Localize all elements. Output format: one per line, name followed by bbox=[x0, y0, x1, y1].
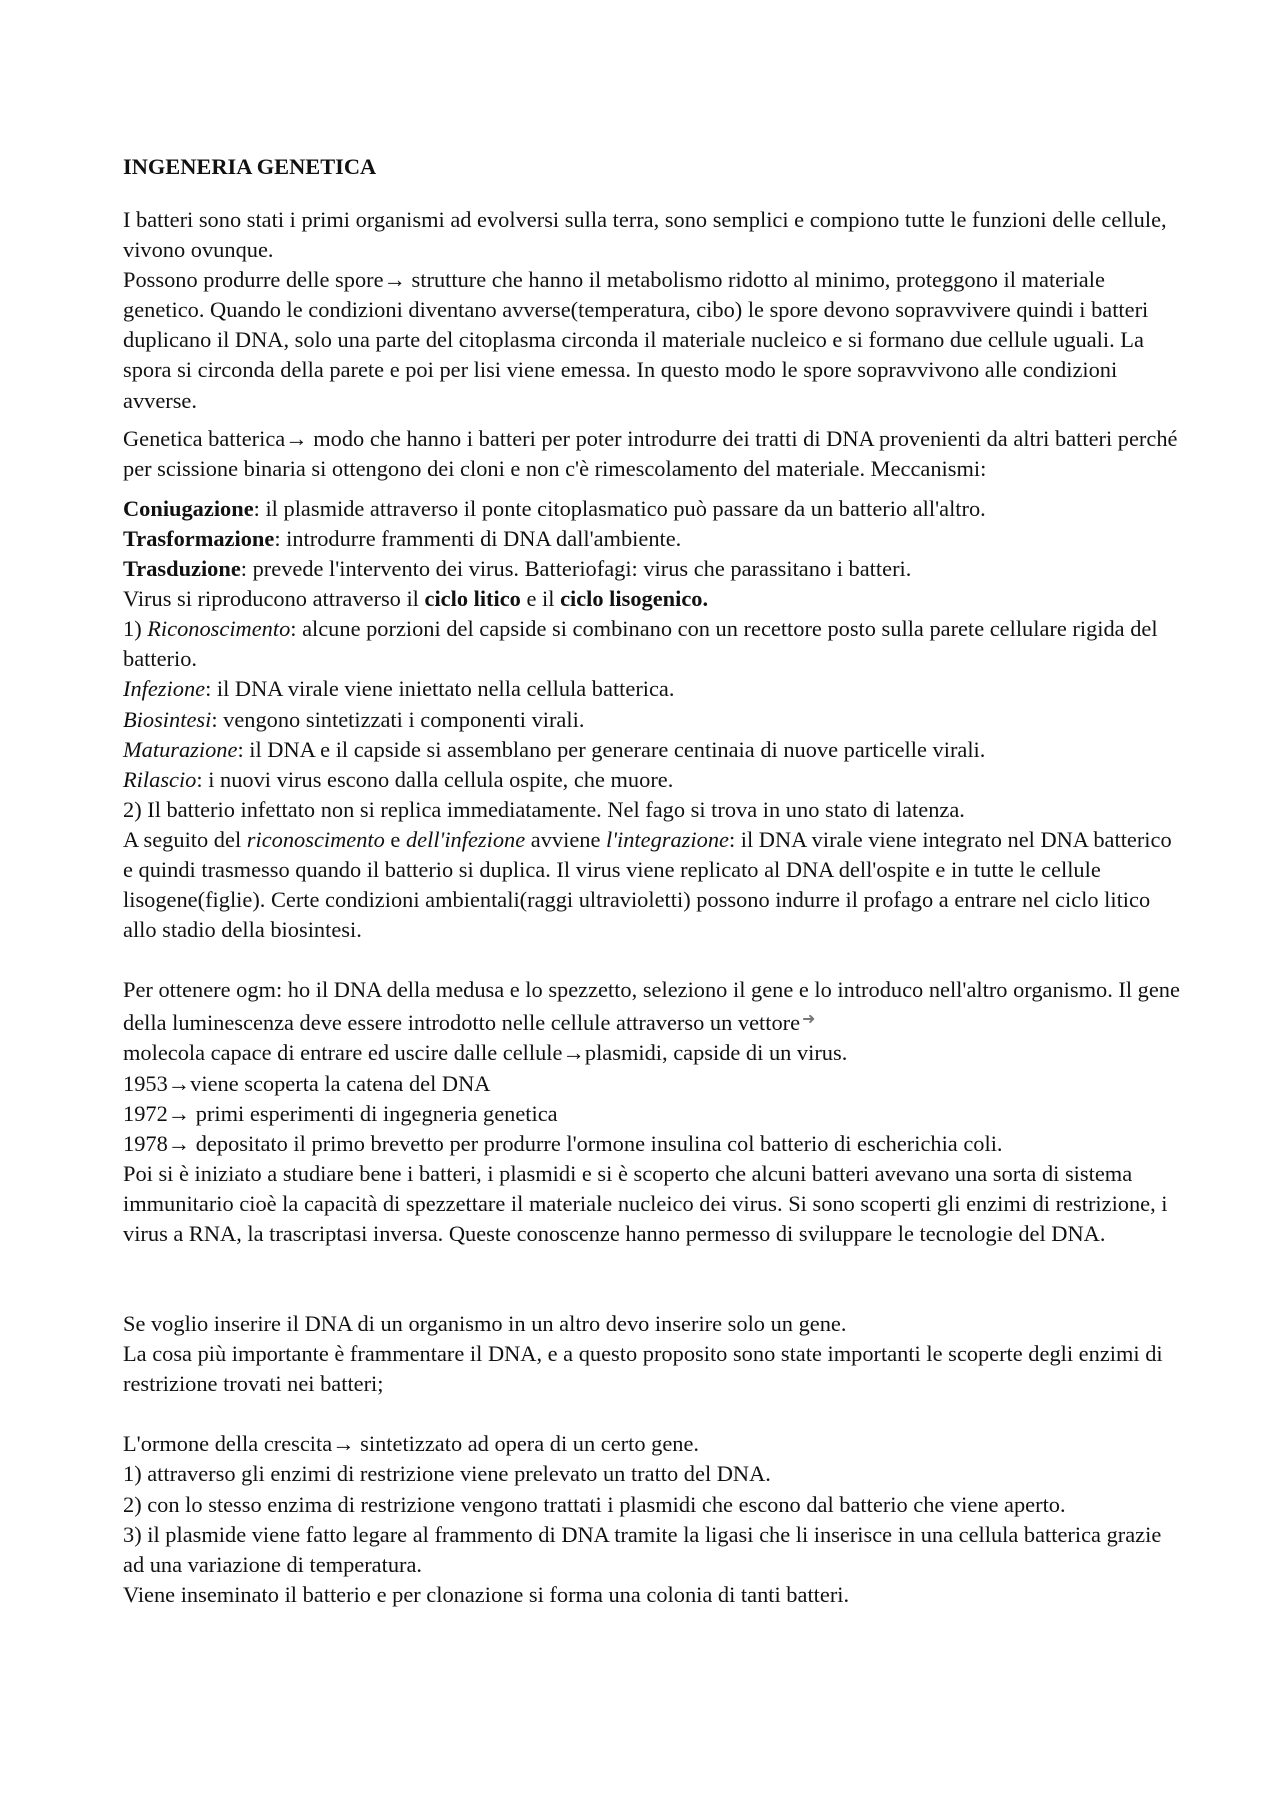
ormone-step-3: 3) il plasmide viene fatto legare al frammento di DNA tramite la ligasi che li inserisce in una cellula batterica grazie ad una variazione di temperatura. bbox=[123, 1521, 1162, 1577]
latenza-step: 2) Il batterio infettato non si replica immediatamente. Nel fago si trova in uno stato di latenza. bbox=[123, 796, 965, 822]
right-arrow-icon: → bbox=[167, 1100, 191, 1126]
intro-paragraph-1: I batteri sono stati i primi organismi ad evolversi sulla terra, sono semplici e compiono tutte le funzioni delle cellule, vivono ovunque. bbox=[123, 207, 1167, 263]
document-body bbox=[123, 152, 1183, 1610]
ormone-step-1: 1) attraverso gli enzimi di restrizione viene prelevato un tratto del DNA. bbox=[123, 1461, 771, 1487]
ormone-heading-line: L'ormone della crescita→ sintetizzato ad opera di un certo gene. bbox=[123, 1429, 1183, 1459]
small-right-arrow-icon: ➜ bbox=[802, 1011, 816, 1029]
right-arrow-icon: → bbox=[167, 1070, 191, 1096]
ormone-section bbox=[123, 1429, 1183, 1610]
maturazione-step: Maturazione: il DNA e il capside si assemblano per generare centinaia di nuove particelle virali. bbox=[123, 736, 986, 762]
genetica-batterica-paragraph: Genetica batterica→ modo che hanno i batteri per poter introdurre dei tratti di DNA provenienti da altri batteri perché per scissione binaria si ottengono dei cloni e non c'è rimescolamento del materiale. Meccanismi: bbox=[123, 425, 1178, 481]
rilascio-step: Rilascio: i nuovi virus escono dalla cellula ospite, che muore. bbox=[123, 766, 674, 792]
intro-paragraph-2: Possono produrre delle spore→ strutture che hanno il metabolismo ridotto al minimo, proteggono il materiale genetico. Quando le condizioni diventano avverse(temperatura, cibo) le spore devono sopravvivere quindi i batteri duplicano il DNA, solo una parte del citoplasma circonda il materiale nucleico e si formano due cellule uguali. La spora si circonda della parete e poi per lisi viene emessa. In questo modo le spore sopravvivono alle condizioni avverse. bbox=[123, 267, 1149, 413]
inserire-line-1: Se voglio inserire il DNA di un organismo in un altro devo inserire solo un gene. bbox=[123, 1311, 847, 1337]
document-title: INGENERIA GENETICA bbox=[123, 154, 377, 179]
mechanisms-section bbox=[123, 494, 1183, 945]
timeline-1978: 1978→ depositato il primo brevetto per produrre l'ormone insulina col batterio di escherichia coli. bbox=[123, 1129, 1183, 1159]
intro-section bbox=[123, 205, 1183, 416]
timeline-1972: 1972→ primi esperimenti di ingegneria genetica bbox=[123, 1099, 1183, 1129]
biosintesi-step: Biosintesi: vengono sintetizzati i componenti virali. bbox=[123, 706, 585, 732]
right-arrow-icon: → bbox=[167, 1130, 191, 1156]
right-arrow-icon: → bbox=[383, 267, 406, 293]
ogm-section bbox=[123, 975, 1183, 1249]
right-arrow-icon: → bbox=[285, 425, 308, 451]
trasduzione-line: Trasduzione: prevede l'intervento dei virus. Batteriofagi: virus che parassitano i batteri. bbox=[123, 556, 912, 582]
coniugazione-line: Coniugazione: il plasmide attraverso il ponte citoplasmatico può passare da un batterio all'altro. bbox=[123, 495, 986, 521]
timeline-1953: 1953→viene scoperta la catena del DNA bbox=[123, 1069, 1183, 1099]
trasformazione-line: Trasformazione: introdurre frammenti di DNA dall'ambiente. bbox=[123, 525, 682, 551]
inserire-section bbox=[123, 1309, 1183, 1399]
integrazione-paragraph: A seguito del riconoscimento e dell'infezione avviene l'integrazione: il DNA virale viene integrato nel DNA batterico e quindi trasmesso quando il batterio si duplica. Il virus viene replicato al DNA dell'ospite e in tutte le cellule lisogene(figlie). Certe condizioni ambientali(raggi ultravioletti) possono indurre il profago a entrare nel ciclo litico allo stadio della biosintesi. bbox=[123, 826, 1172, 943]
virus-cycles-line: Virus si riproducono attraverso il ciclo litico e il ciclo lisogenico. bbox=[123, 586, 709, 612]
research-paragraph: Poi si è iniziato a studiare bene i batteri, i plasmidi e si è scoperto che alcuni batteri avevano una sorta di sistema immunitario cioè la capacità di spezzettare il materiale nucleico dei virus. Si sono scoperti gli enzimi di restrizione, i virus a RNA, la trascriptasi inversa. Queste conoscenze hanno permesso di sviluppare le tecnologie del DNA. bbox=[123, 1160, 1168, 1246]
right-arrow-icon: → bbox=[332, 1431, 355, 1457]
inserire-line-2: La cosa più importante è frammentare il DNA, e a questo proposito sono state importanti le scoperte degli enzimi di restrizione trovati nei batteri; bbox=[123, 1341, 1163, 1397]
riconoscimento-step: 1) Riconoscimento: alcune porzioni del capside si combinano con un recettore posto sulla parete cellulare rigida del batterio. bbox=[123, 616, 1158, 672]
ogm-paragraph: Per ottenere ogm: ho il DNA della medusa e lo spezzetto, seleziono il gene e lo introduco nell'altro organismo. Il gene della luminescenza deve essere introdotto nelle cellule attraverso un vettore ➜ molecola capace di entrare ed uscire dalle cellule→plasmidi, capside di un virus. bbox=[123, 975, 1183, 1068]
ormone-step-2: 2) con lo stesso enzima di restrizione vengono trattati i plasmidi che escono dal batterio che viene aperto. bbox=[123, 1491, 1066, 1517]
right-arrow-icon: → bbox=[562, 1040, 585, 1066]
infezione-step: Infezione: il DNA virale viene iniettato nella cellula batterica. bbox=[123, 676, 675, 702]
ormone-step-4: Viene inseminato il batterio e per clonazione si forma una colonia di tanti batteri. bbox=[123, 1581, 850, 1607]
